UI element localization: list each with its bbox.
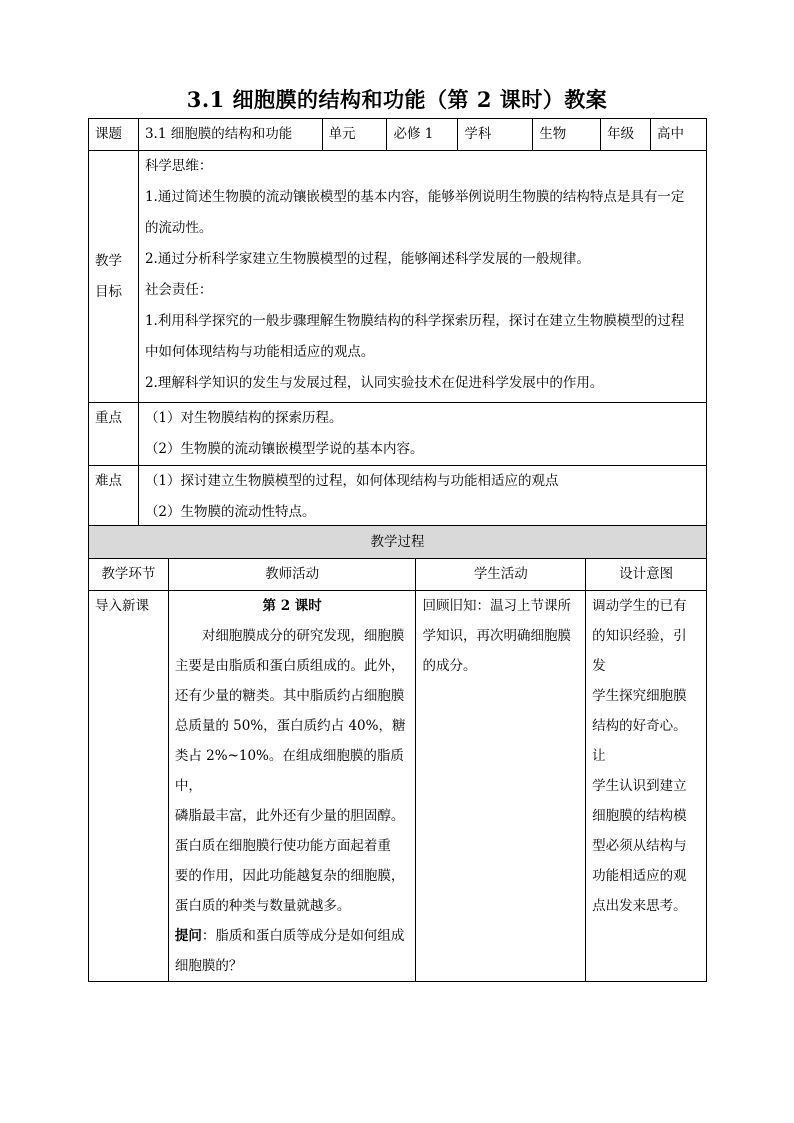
lesson-value: 3.1 细胞膜的结构和功能 [138,119,322,151]
column-header-teacher: 教师活动 [168,559,416,591]
goals-line: 2.通过分析科学家建立生物膜模型的过程，能够阐述科学发展的一般规律。 [144,251,590,267]
key-point-line: （2）生物膜的流动镶嵌模型学说的基本内容。 [144,441,424,457]
intent-line: 学生探究细胞膜 [592,688,687,704]
intent-line: 点出发来思考。 [592,898,687,914]
question-line [175,921,410,951]
question-label: 提问 [174,928,202,944]
question-text: ：脂质和蛋白质等成分是如何组成 [201,928,405,944]
student-line: 的成分。 [422,658,477,674]
teacher-line: 蛋白质的种类与数量就越多。 [174,898,351,914]
teacher-line: 主要是由脂质和蛋白质组成的。此外， [174,658,405,674]
key-points-label: 重点 [89,403,139,466]
intent-line: 功能相适应的观 [592,868,687,884]
goals-line: 科学思维： [144,158,213,174]
student-activity-cell [416,591,586,982]
difficult-points-label: 难点 [89,466,139,529]
intent-line: 调动学生的已有 [592,598,687,614]
goals-row [89,151,707,403]
goals-line: 2.理解科学知识的发生与发展过程，认同实验技术在促进科学发展中的作用。 [144,375,604,391]
teacher-line: 磷脂最丰富，此外还有少量的胆固醇。 [174,808,405,824]
teacher-line: 要的作用，因此功能越复杂的细胞膜， [174,868,405,884]
teacher-heading: 第 2 课时 [262,598,322,614]
grade-label: 年级 [601,119,651,151]
unit-label: 单元 [322,119,387,151]
subject-value: 生物 [533,119,601,151]
goals-line: 1.通过简述生物膜的流动镶嵌模型的基本内容，能够举例说明生物膜的结构特点是具有一定 [144,189,685,205]
intent-line: 细胞膜的结构模 [592,808,687,824]
student-line: 学知识，再次明确细胞膜 [422,628,571,644]
goals-content [138,151,706,403]
process-row [89,591,707,982]
grade-value: 高中 [651,119,707,151]
intent-line: 结构的好奇心。让 [592,718,687,764]
column-header-student: 学生活动 [416,559,586,591]
goals-line: 的流动性。 [144,220,213,236]
process-columns-row [89,559,707,591]
info-row [89,119,707,151]
key-points-content [138,403,706,466]
key-points-row [89,403,707,466]
goals-line: 社会责任： [144,282,213,298]
intent-line: 型必须从结构与 [592,838,687,854]
difficult-points-content [138,466,706,529]
teacher-activity-cell [168,591,416,982]
teaching-process-table [88,525,707,982]
subject-label: 学科 [458,119,533,151]
teacher-line: 还有少量的糖类。其中脂质约占细胞膜 [174,688,405,704]
intent-line: 的知识经验，引发 [592,628,687,674]
teacher-line: 对细胞膜成分的研究发现，细胞膜 [201,628,405,644]
difficult-point-line: （1）探讨建立生物膜模型的过程，如何体现结构与功能相适应的观点 [144,473,559,489]
goals-label: 教学 目标 [89,151,139,403]
difficult-points-row [89,466,707,529]
teacher-line: 总质量的 50%，蛋白质约占 40%，糖 [174,718,406,734]
stage-cell: 导入新课 [89,591,169,982]
key-point-line: （1）对生物膜结构的探索历程。 [144,410,343,426]
goals-line: 中如何体现结构与功能相适应的观点。 [144,344,375,360]
column-header-stage: 教学环节 [89,559,169,591]
lesson-label: 课题 [89,119,139,151]
goals-line: 1.利用科学探究的一般步骤理解生物膜结构的科学探索历程，探讨在建立生物膜模型的过程 [144,313,685,329]
process-header: 教学过程 [89,526,707,559]
intent-line: 学生认识到建立 [592,778,687,794]
document-title: 3.1 细胞膜的结构和功能（第 2 课时）教案 [186,87,608,112]
teacher-line: 蛋白质在细胞膜行使功能方面起着重 [174,838,391,854]
lesson-info-table [88,118,707,529]
student-line: 回顾旧知：温习上节课所 [422,598,571,614]
column-header-intent: 设计意图 [586,559,707,591]
process-header-row [89,526,707,559]
unit-value: 必修 1 [387,119,458,151]
teacher-line: 类占 2%~10%。在组成细胞膜的脂质中， [174,748,404,794]
difficult-point-line: （2）生物膜的流动性特点。 [144,504,316,520]
design-intent-cell [586,591,707,982]
question-line: 细胞膜的？ [174,958,243,974]
